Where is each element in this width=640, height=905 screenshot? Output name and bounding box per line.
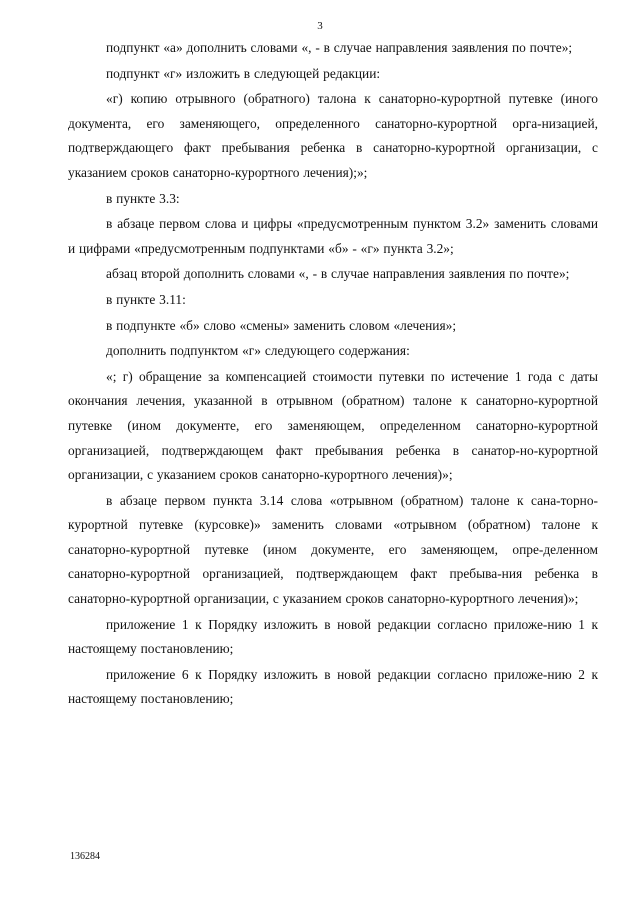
- paragraph: подпункт «г» изложить в следующей редакции:: [106, 65, 381, 81]
- paragraph: в абзаце первом слова и цифры «предусмотренным пунктом 3.2» заменить словами и цифрами «предусмотренным подпунктами «б» - «г» пункта 3.2»;: [68, 216, 598, 256]
- paragraph: в абзаце первом пункта 3.14 слова «отрывном (обратном) талоне к сана-торно-курортной путевке (курсовке)» заменить словами «отрывном (обратном) талоне к санаторно-курортной путевке (ином документе, его заменяющем, опре-деленном санаторно-курортной организацией, подтверждающем факт пребыва-ния ребенка в санаторно-курортной организации, с указанием сроков санаторно-курортного лечения)»;: [68, 492, 598, 607]
- paragraph: «г) копию отрывного (обратного) талона к санаторно-курортной путевке (иного документа, его заменяющего, определенного санаторно-курортной орга-низацией, подтверждающего факт пребывания ребенка в санаторно-курортной организации, с указанием сроков санаторно-курортного лечения);»;: [68, 91, 598, 180]
- paragraph: в подпункте «б» слово «смены» заменить словом «лечения»;: [106, 317, 457, 333]
- page-number: 3: [317, 20, 323, 32]
- paragraph: в пункте 3.3:: [106, 190, 180, 206]
- paragraph: дополнить подпунктом «г» следующего содержания:: [106, 343, 410, 359]
- paragraph: в пункте 3.11:: [106, 291, 186, 307]
- paragraph: подпункт «а» дополнить словами «, - в случае направления заявления по почте»;: [106, 40, 573, 55]
- document-code: 136284: [70, 851, 100, 862]
- document-body: [68, 36, 598, 713]
- paragraph: приложение 6 к Порядку изложить в новой редакции согласно приложе-нию 2 к настоящему постановлению;: [68, 666, 598, 707]
- paragraph: абзац второй дополнить словами «, - в случае направления заявления по почте»;: [106, 266, 570, 282]
- paragraph: приложение 1 к Порядку изложить в новой редакции согласно приложе-нию 1 к настоящему постановлению;: [68, 616, 598, 657]
- paragraph: «; г) обращение за компенсацией стоимости путевки по истечение 1 года с даты окончания лечения, указанной в отрывном (обратном) талоне к санаторно-курортной путевке (ином документе, его заменяющем, определенном санаторно-курортной организацией, подтверждающем факт пребывания ребенка в санатор-но-курортной организации, с указанием сроков санаторно-курортного лечения)»;: [68, 368, 598, 483]
